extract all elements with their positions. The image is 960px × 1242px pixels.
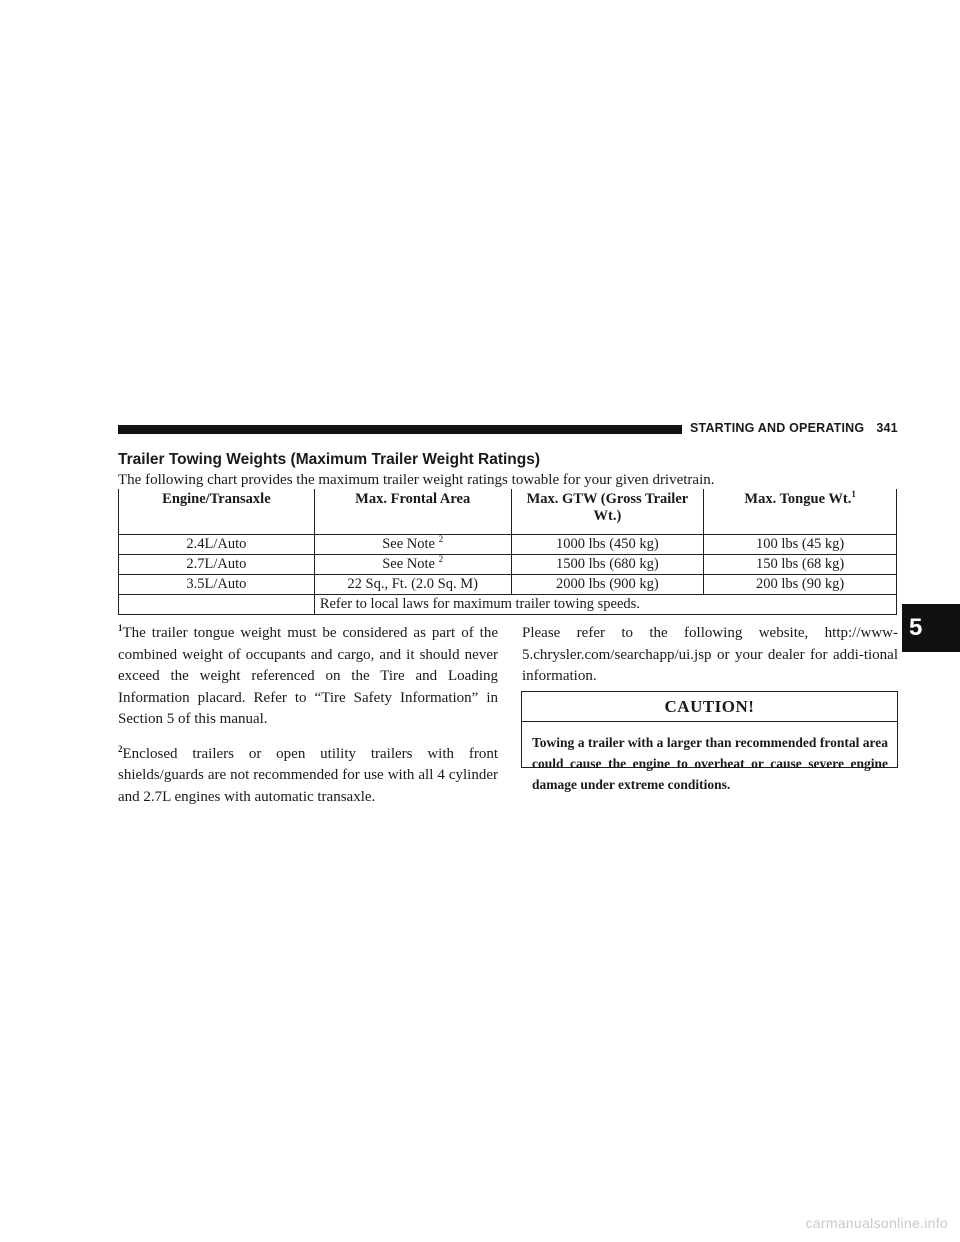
- towing-weights-table: [118, 489, 897, 615]
- caution-text: Towing a trailer with a larger than recommended frontal area could cause the engine to overheat or cause severe engine damage under extreme conditions.: [532, 735, 888, 792]
- page-number: 341: [876, 421, 898, 435]
- header-section-title: STARTING AND OPERATING: [690, 421, 865, 435]
- watermark: carmanualsonline.info: [805, 1215, 948, 1231]
- table-row: 2.4L/Auto See Note $^2$ 1000 lbs (450 kg) 100 lbs (45 kg): [119, 535, 897, 555]
- header-frontal-area: Max. Frontal Area: [314, 489, 511, 535]
- running-header: [690, 421, 900, 435]
- caution-box: [521, 691, 898, 792]
- footnote-2: $^2$Enclosed trailers or open utility trailers with front shields/guards are not recommended for use with all 4 cylinder and 2.7L engines with automatic transaxle.: [118, 743, 498, 805]
- table-row: 2.7L/Auto See Note $^2$ 1500 lbs (680 kg) 150 lbs (68 kg): [119, 555, 897, 575]
- website-paragraph: Please refer to the following website, http://www-5.chrysler.com/searchapp/ui.jsp or your dealer for addi-tional information.: [522, 625, 898, 684]
- table-footer-row: Refer to local laws for maximum trailer towing speeds.: [119, 595, 897, 615]
- caution-title: CAUTION!: [522, 692, 897, 722]
- table-row: 3.5L/Auto 22 Sq., Ft. (2.0 Sq. M) 2000 lbs (900 kg) 200 lbs (90 kg): [119, 575, 897, 595]
- header-rule: [118, 425, 682, 434]
- header-tongue-wt: Max. Tongue Wt.$^1$: [704, 489, 897, 535]
- section-tab: 5: [902, 604, 960, 652]
- footnotes: [118, 623, 498, 821]
- footnote-1: $^1$The trailer tongue weight must be considered as part of the combined weight of occupants and cargo, and it should never exceed the weight referenced on the Tire and Loading Information placard. Refer to “Tire Safety Information” in Section 5 of this manual.: [118, 623, 498, 727]
- table-header-row: [119, 489, 897, 535]
- header-gtw: Max. GTW (Gross Trailer Wt.): [511, 489, 704, 535]
- right-column: [522, 623, 898, 688]
- section-title: Trailer Towing Weights (Maximum Trailer Weight Ratings): [118, 451, 541, 468]
- intro-paragraph: The following chart provides the maximum trailer weight ratings towable for your given drivetrain.: [118, 472, 715, 488]
- header-engine: Engine/Transaxle: [119, 489, 315, 535]
